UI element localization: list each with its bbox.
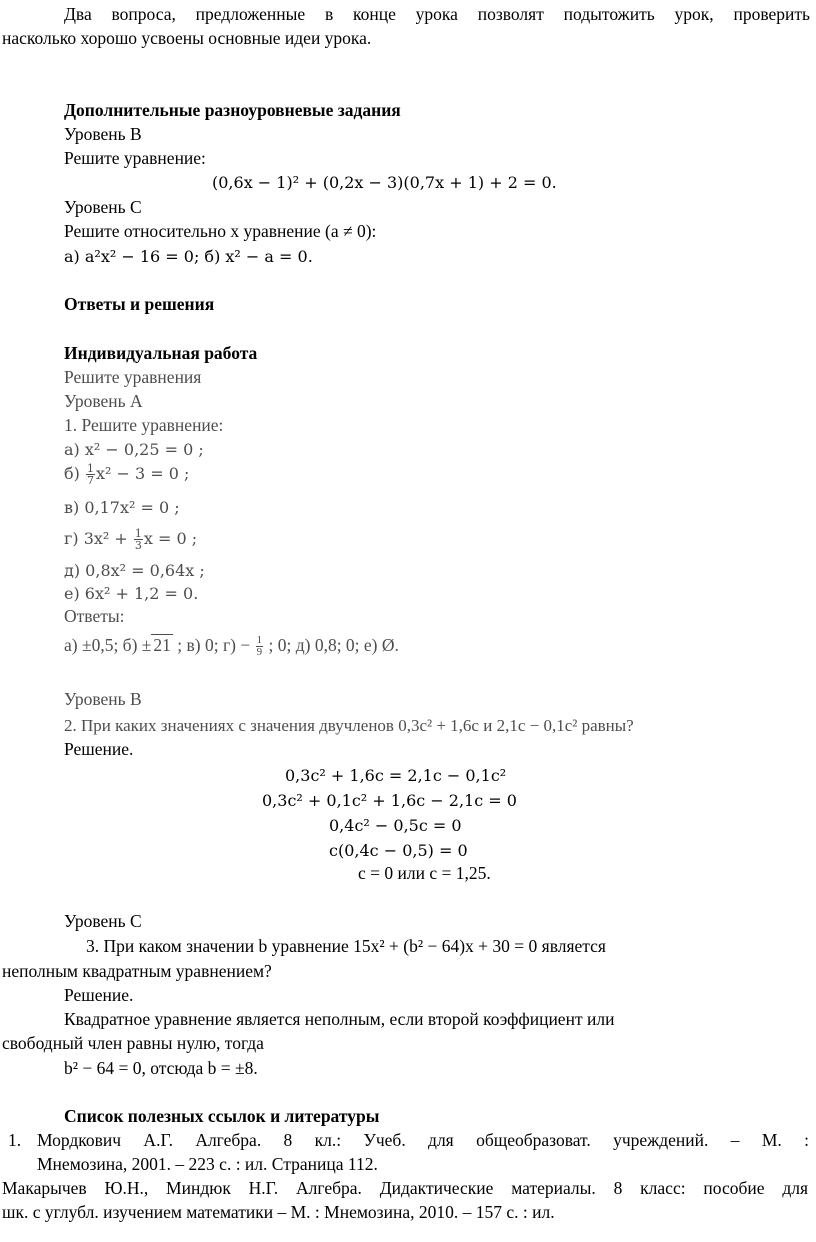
sqrt-symbol	[151, 634, 173, 655]
answers-denominator: 9	[256, 646, 263, 659]
intro-line-2: насколько хорошо усвоены основные идеи урока.	[2, 28, 372, 48]
level-c3-question-line-2: неполным квадратным уравнением?	[2, 961, 272, 981]
individual-eq-d: д) 0,8x² = 0,64x ;	[64, 561, 205, 580]
eq-b-numerator: 1	[86, 462, 94, 475]
extra-equation-c: а) a²x² − 16 = 0; б) x² − a = 0.	[64, 247, 313, 266]
eq-b-fraction	[86, 463, 95, 486]
extra-solve-relative: Решите относительно x уравнение (a ≠ 0):	[64, 221, 377, 241]
eq-b-rest: x² − 3 = 0 ;	[95, 464, 190, 483]
individual-eq-v: в) 0,17x² = 0 ;	[64, 498, 180, 517]
level-b2-step-4: c(0,4c − 0,5) = 0	[329, 841, 468, 860]
intro-line-1: Два вопроса, предложенные в конце урока позволят подытожить урок, проверить	[64, 4, 810, 24]
level-b2-step-3: 0,4c² − 0,5c = 0	[329, 816, 462, 835]
eq-g-denominator: 3	[134, 539, 142, 552]
level-c3-question-line-1: 3. При каком значении b уравнение 15x² + (b² − 64)x + 30 = 0 является	[86, 936, 606, 956]
level-c3-text-line-1: Квадратное уравнение является неполным, если второй коэффициент или	[64, 1009, 615, 1029]
level-b2-step-1: 0,3c² + 1,6c = 2,1c − 0,1c²	[285, 766, 507, 785]
eq-g-prefix: г) 3x² +	[64, 529, 128, 548]
individual-eq-a: а) x² − 0,25 = 0 ;	[64, 440, 204, 459]
eq-b-denominator: 7	[86, 474, 94, 487]
literature-item-1-number: 1.	[8, 1130, 22, 1150]
individual-eq-b	[64, 462, 189, 486]
level-b2-title: Уровень В	[64, 689, 142, 709]
level-c3-title: Уровень С	[64, 911, 142, 931]
answers-part-1: а) ±0,5; б) ±	[64, 635, 152, 655]
answers-title: Ответы и решения	[64, 294, 215, 314]
level-b2-question: 2. При каких значениях c значения двучленов 0,3c² + 1,6c и 2,1c − 0,1c² равны?	[64, 716, 634, 735]
eq-b-prefix: б)	[64, 464, 80, 483]
level-c3-solution: Решение.	[64, 985, 134, 1005]
individual-title: Индивидуальная работа	[64, 343, 258, 363]
answers-part-3: ; 0; д) 0,8; 0; е) Ø.	[268, 635, 399, 655]
individual-eq-e: е) 6x² + 1,2 = 0.	[64, 584, 199, 603]
literature-item-2-line-2: шк. с углубл. изучением математики – М. : Мнемозина, 2010. – 157 с. : ил.	[2, 1202, 555, 1222]
extra-equation-b: (0,6x − 1)² + (0,2x − 3)(0,7x + 1) + 2 = 0.	[212, 173, 557, 192]
extra-level-c: Уровень C	[64, 197, 142, 217]
level-c3-text-line-2: свободный член равны нулю, тогда	[2, 1033, 264, 1053]
individual-level-a: Уровень А	[64, 391, 143, 411]
individual-answers-label: Ответы:	[64, 606, 125, 626]
individual-eq-g	[64, 527, 197, 551]
level-c3-result: b² − 64 = 0, отсюда b = ±8.	[64, 1058, 258, 1078]
answers-part-2: ; в) 0; г) −	[177, 635, 251, 655]
answers-fraction	[256, 635, 264, 658]
literature-title: Список полезных ссылок и литературы	[64, 1106, 380, 1126]
sqrt-value: 21	[153, 635, 171, 655]
extra-title: Дополнительные разноуровневые задания	[64, 100, 401, 120]
individual-answers	[64, 634, 399, 658]
literature-item-1-line-2: Мнемозина, 2001. – 223 с. : ил. Страница 112.	[37, 1154, 378, 1174]
literature-item-1-line-1: Мордкович А.Г. Алгебра. 8 кл.: Учеб. для общеобразоват. учреждений. – М. :	[37, 1130, 809, 1150]
extra-solve-eq: Решите уравнение:	[64, 148, 206, 168]
eq-g-fraction	[134, 528, 143, 551]
individual-subtitle: Решите уравнения	[64, 367, 202, 387]
eq-g-numerator: 1	[134, 527, 142, 540]
level-b2-step-5: c = 0 или c = 1,25.	[358, 863, 491, 883]
literature-item-2-line-1: Макарычев Ю.Н., Миндюк Н.Г. Алгебра. Дидактические материалы. 8 класс: пособие для	[2, 1178, 808, 1198]
individual-task-1: 1. Решите уравнение:	[64, 415, 224, 435]
eq-g-rest: x = 0 ;	[143, 529, 198, 548]
level-b2-step-2: 0,3c² + 0,1c² + 1,6c − 2,1c = 0	[262, 791, 517, 810]
level-b2-solution: Решение.	[64, 739, 134, 759]
answers-numerator: 1	[256, 634, 263, 647]
extra-level-b: Уровень B	[64, 124, 142, 144]
